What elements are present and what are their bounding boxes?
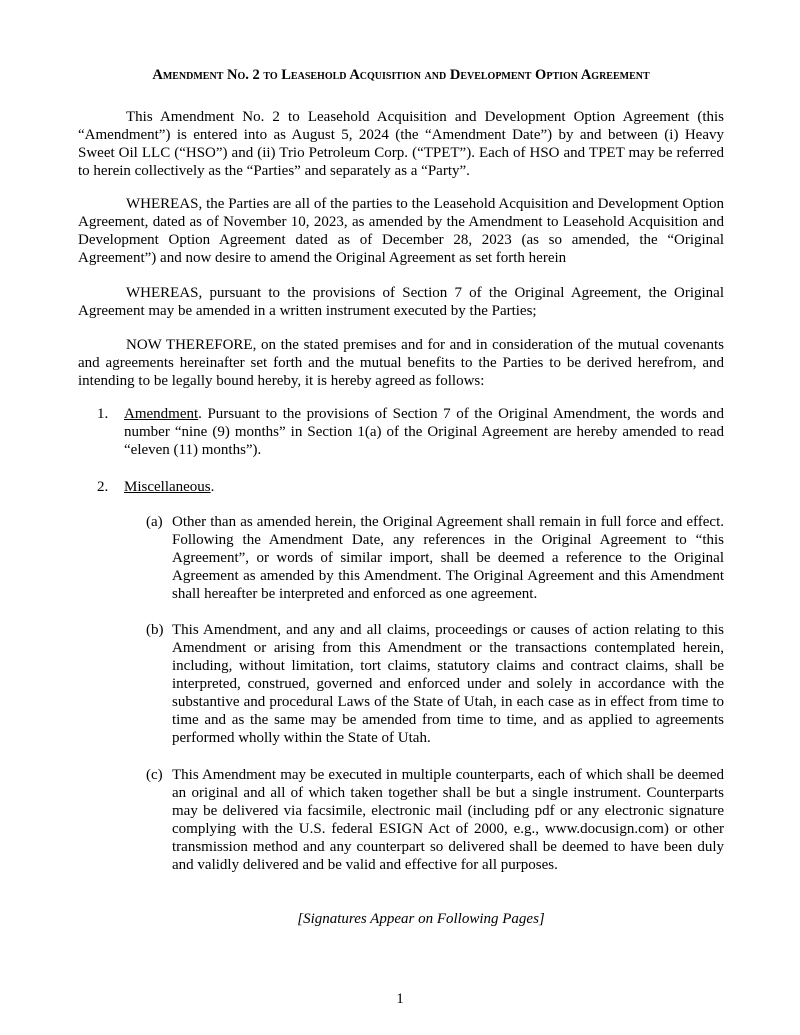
subsection-c — [146, 766, 724, 874]
whereas-paragraph-1: WHEREAS, the Parties are all of the parties to the Leasehold Acquisition and Development Option Agreement, dated as of November 10, 2023, as amended by the Amendment to Leasehold Acquisition and Development Option Agreement dated as of December 28, 2023 (as so amended, the “Original Agreement”) and now desire to amend the Original Agreement as set forth herein — [78, 196, 724, 266]
section-2-suffix: . — [210, 479, 215, 495]
whereas-paragraph-2: WHEREAS, pursuant to the provisions of Section 7 of the Original Agreement, the Original Agreement may be amended in a written instrument executed by the Parties; — [78, 285, 724, 319]
section-1-number: 1. — [97, 406, 109, 422]
document-title: Amendment No. 2 to Leasehold Acquisition and Development Option Agreement — [152, 67, 650, 83]
page-number: 1 — [396, 991, 404, 1007]
subsection-a-label: (a) — [146, 514, 163, 530]
now-therefore-paragraph: NOW THEREFORE, on the stated premises and for and in consideration of the mutual covenants and agreements hereinafter set forth and the mutual benefits to the Parties to be derived herefrom, and intending to be legally bound hereby, it is hereby agreed as follows: — [78, 337, 724, 389]
section-1-body — [124, 405, 724, 459]
subsection-c-text: This Amendment may be executed in multiple counterparts, each of which shall be deemed an original and all of which taken together shall be but a single instrument. Counterparts may be delivered via facsimile, electronic mail (including pdf or any electronic signature complying with the U.S. federal ESIGN Act of 2000, e.g., www.docusign.com) or other transmission method and any counterpart so delivered shall be deemed to have been duly and validly delivered and be valid and effective for all purposes. — [172, 767, 724, 873]
subsection-c-label: (c) — [146, 767, 163, 783]
section-1 — [78, 405, 724, 459]
section-2-heading: Miscellaneous — [124, 479, 211, 495]
subsection-b — [146, 621, 724, 747]
section-2 — [78, 478, 724, 496]
subsection-a — [146, 513, 724, 603]
subsection-b-label: (b) — [146, 622, 164, 638]
subsection-b-text: This Amendment, and any and all claims, proceedings or causes of action relating to this Amendment or arising from this Amendment or the transactions contemplated herein, including, without limitation, tort claims, statutory claims and contract claims, shall be interpreted, construed, governed and enforced under and solely in accordance with the substantive and procedural Laws of the State of Utah, in each case as in effect from time to time and as the same may be amended from time to time, and as applied to agreements performed wholly within the State of Utah. — [172, 622, 724, 746]
signature-note: [Signatures Appear on Following Pages] — [297, 911, 545, 927]
section-2-body — [124, 478, 724, 496]
section-1-text: . Pursuant to the provisions of Section 7 of the Original Amendment, the words and number “nine (9) months” in Section 1(a) of the Original Agreement are hereby amended to read “eleven (11) months”). — [124, 406, 724, 458]
intro-paragraph: This Amendment No. 2 to Leasehold Acquisition and Development Option Agreement (this “Amendment”) is entered into as August 5, 2024 (the “Amendment Date”) by and between (i) Heavy Sweet Oil LLC (“HSO”) and (ii) Trio Petroleum Corp. (“TPET”). Each of HSO and TPET may be referred to herein collectively as the “Parties” and separately as a “Party”. — [78, 109, 724, 179]
section-1-heading: Amendment — [124, 406, 199, 422]
subsection-a-text: Other than as amended herein, the Original Agreement shall remain in full force and effect. Following the Amendment Date, any references in the Original Agreement to “this Agreement”, or words of similar import, shall be deemed a reference to the Original Agreement as amended by this Amendment. The Original Agreement and this Amendment shall hereafter be interpreted and enforced as one agreement. — [172, 514, 724, 602]
section-2-number: 2. — [97, 479, 109, 495]
